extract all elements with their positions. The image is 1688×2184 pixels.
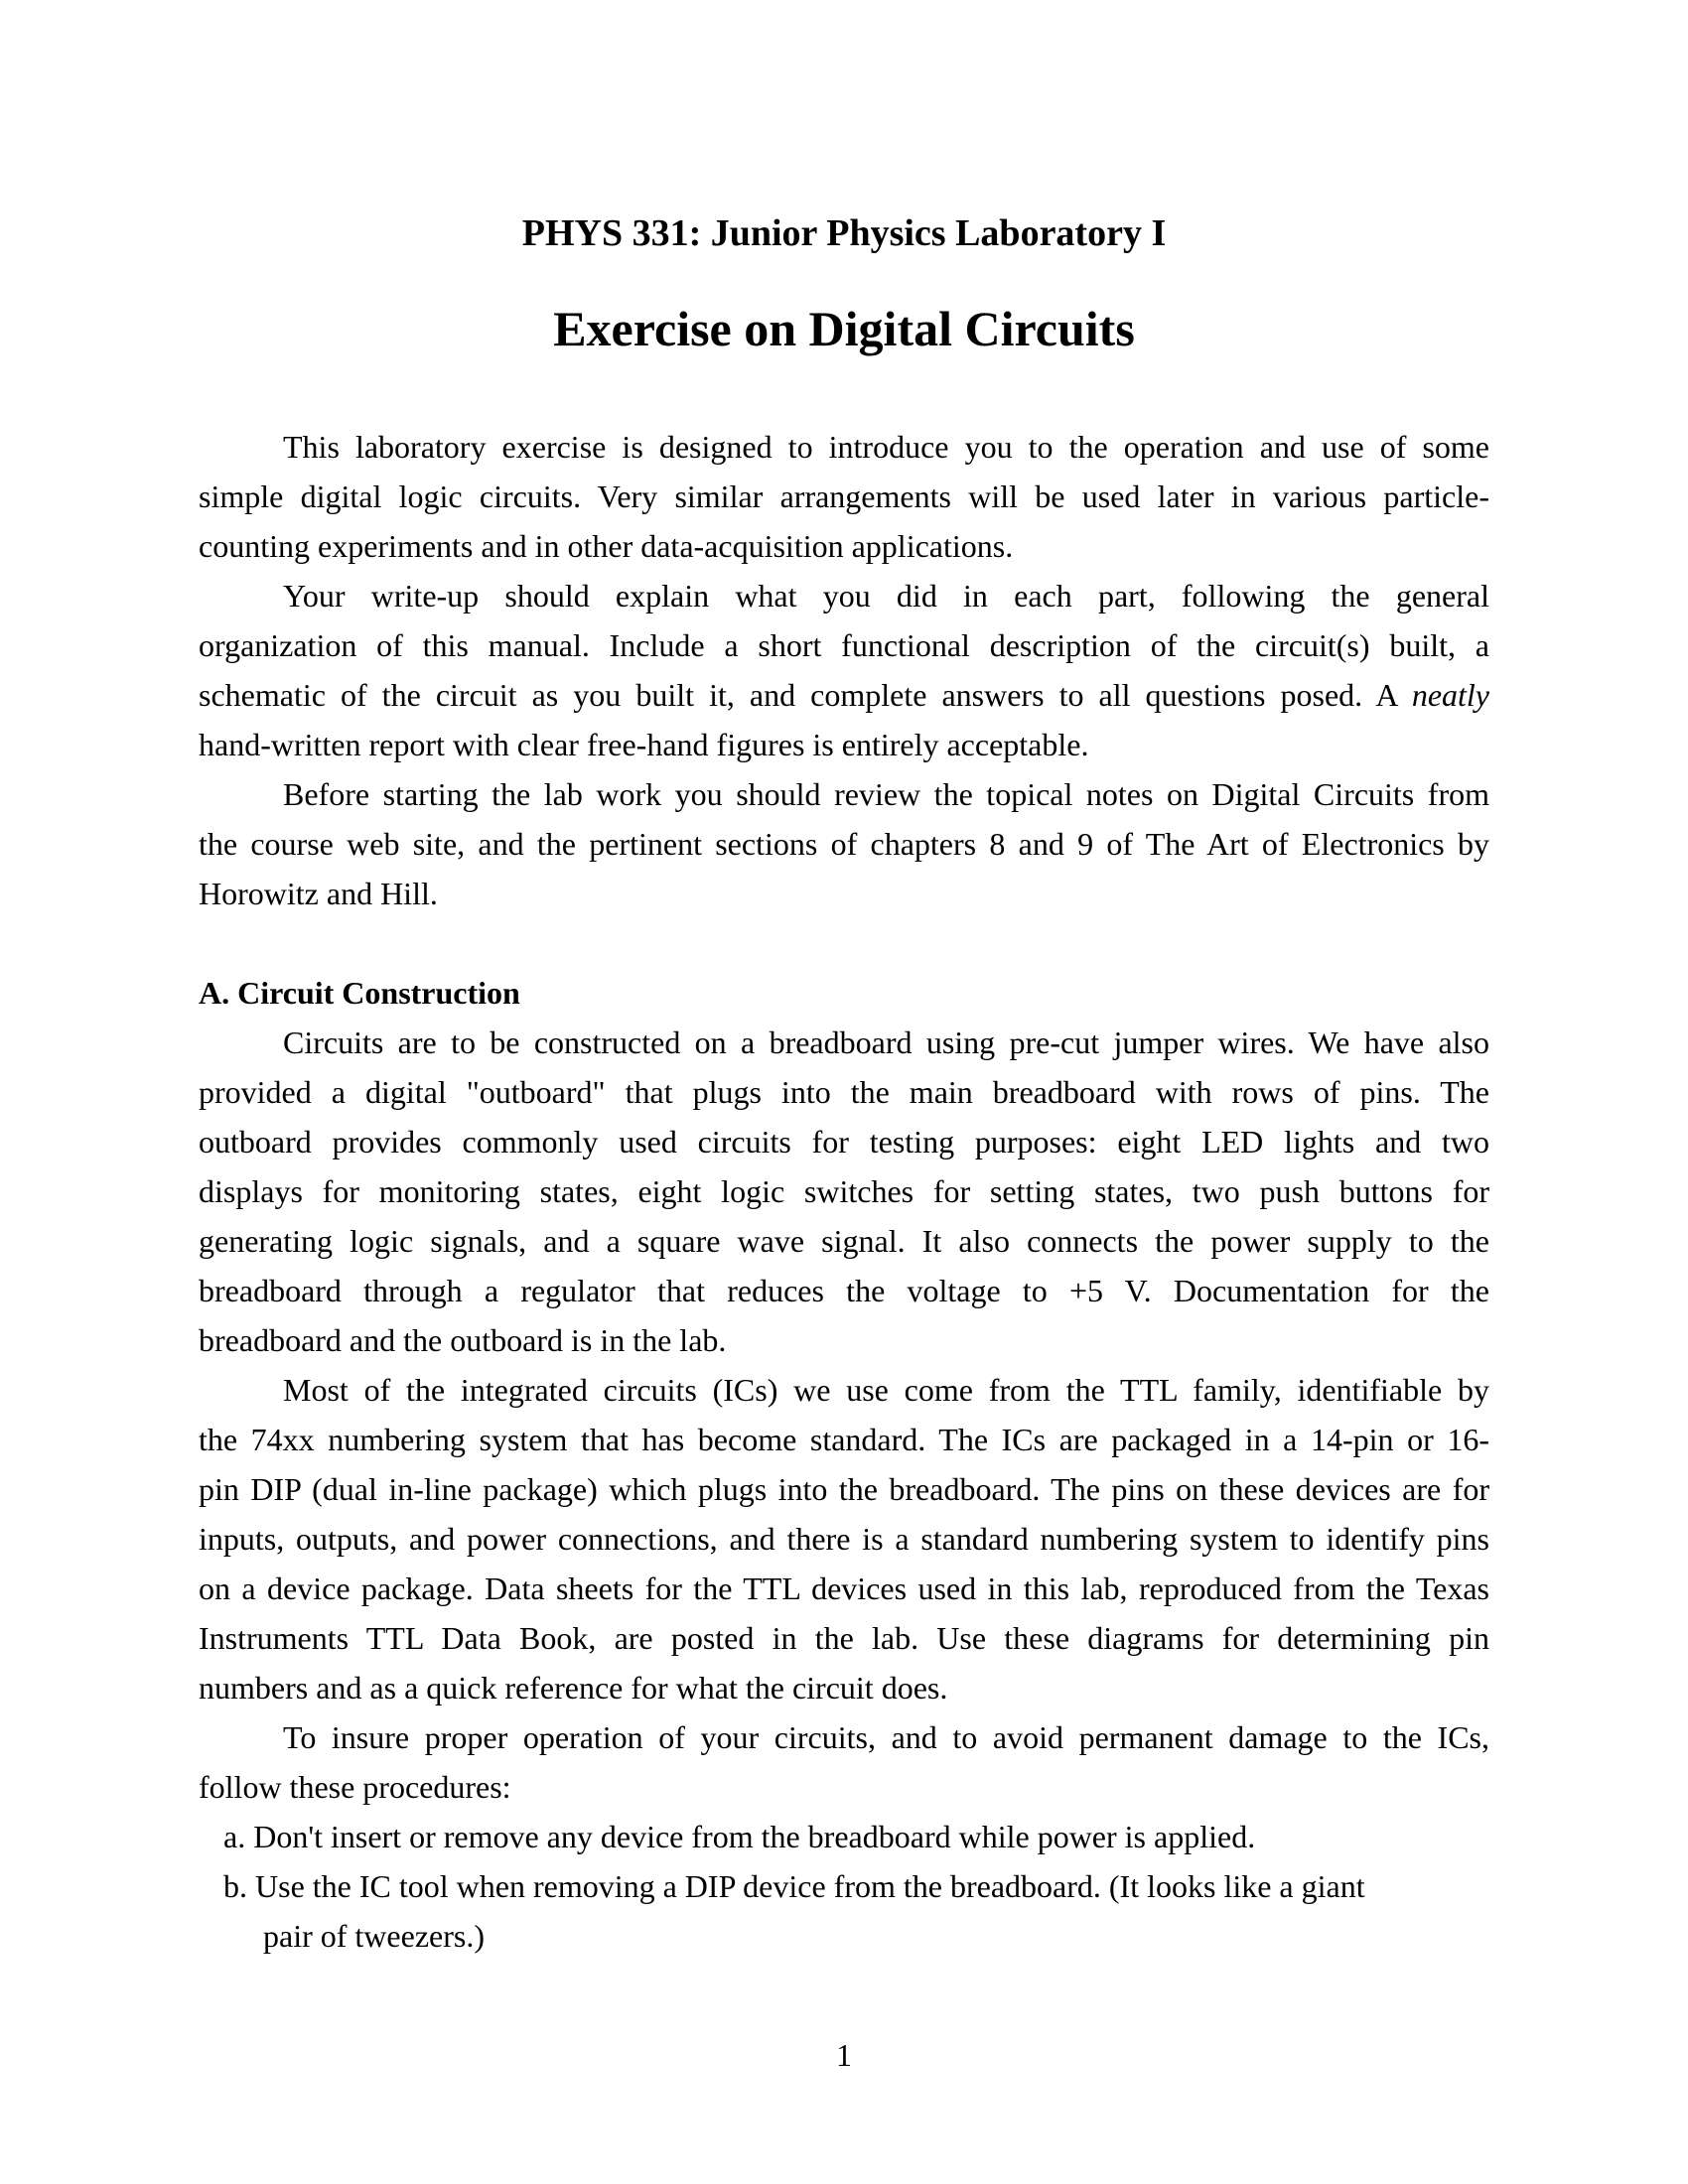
text-line: Circuits are to be constructed on a breadboard using pre-cut jumper wires. We have also xyxy=(283,1024,1489,1060)
text-line: schematic of the circuit as you built it, and complete answers to all questions posed. A neatly xyxy=(199,677,1489,713)
section-a-paragraph-3 xyxy=(199,1712,1489,1812)
text-line: a. Don't insert or remove any device from the breadboard while power is applied. xyxy=(223,1819,1256,1854)
blank-line xyxy=(199,918,1489,968)
course-title: PHYS 331: Junior Physics Laboratory I xyxy=(521,212,1167,254)
text-line: the course web site, and the pertinent sections of chapters 8 and 9 of The Art of Electronics by xyxy=(199,826,1489,862)
text-line: pin DIP (dual in-line package) which plugs into the breadboard. The pins on these devices are for xyxy=(199,1471,1489,1507)
text-line: breadboard through a regulator that reduces the voltage to +5 V. Documentation for the xyxy=(199,1273,1489,1308)
text-line: pair of tweezers.) xyxy=(263,1918,485,1954)
text-line: outboard provides commonly used circuits for testing purposes: eight LED lights and two xyxy=(199,1124,1489,1160)
text-line: displays for monitoring states, eight logic switches for setting states, two push buttons for xyxy=(199,1173,1489,1209)
text-line: follow these procedures: xyxy=(199,1769,511,1805)
text-line: Before starting the lab work you should review the topical notes on Digital Circuits from xyxy=(283,776,1489,812)
intro-paragraph-1 xyxy=(199,422,1489,571)
text-line: the 74xx numbering system that has become standard. The ICs are packaged in a 14-pin or 16- xyxy=(199,1422,1489,1457)
intro-paragraph-2 xyxy=(199,571,1489,769)
text-line: generating logic signals, and a square wave signal. It also connects the power supply to the xyxy=(199,1223,1489,1259)
section-a-paragraph-2 xyxy=(199,1365,1489,1712)
text-line: provided a digital "outboard" that plugs into the main breadboard with rows of pins. The xyxy=(199,1074,1489,1110)
document-body xyxy=(199,422,1489,1961)
text-line: Horowitz and Hill. xyxy=(199,876,438,911)
text-line: inputs, outputs, and power connections, and there is a standard numbering system to identify pins xyxy=(199,1521,1489,1557)
page-number: 1 xyxy=(836,2037,852,2073)
procedure-item-b xyxy=(199,1861,1489,1961)
text-line: breadboard and the outboard is in the lab. xyxy=(199,1322,727,1358)
section-a-heading: A. Circuit Construction xyxy=(199,975,520,1011)
procedure-item-a xyxy=(199,1812,1489,1861)
text-line: organization of this manual. Include a short functional description of the circuit(s) built, a xyxy=(199,627,1489,663)
text-line: on a device package. Data sheets for the TTL devices used in this lab, reproduced from the Texas xyxy=(199,1570,1489,1606)
text-line: counting experiments and in other data-acquisition applications. xyxy=(199,528,1014,564)
text-line: simple digital logic circuits. Very similar arrangements will be used later in various particle- xyxy=(199,478,1489,514)
text-line: Instruments TTL Data Book, are posted in the lab. Use these diagrams for determining pin xyxy=(199,1620,1489,1656)
text-line: Your write-up should explain what you did in each part, following the general xyxy=(283,578,1489,614)
procedures-list xyxy=(199,1812,1489,1961)
text-line: hand-written report with clear free-hand figures is entirely acceptable. xyxy=(199,727,1089,762)
emphasized-text: neatly xyxy=(1411,677,1489,713)
text-line: To insure proper operation of your circuits, and to avoid permanent damage to the ICs, xyxy=(283,1719,1489,1755)
text-line: numbers and as a quick reference for what the circuit does. xyxy=(199,1670,948,1706)
section-a-paragraph-1 xyxy=(199,1018,1489,1365)
text-line: b. Use the IC tool when removing a DIP device from the breadboard. (It looks like a giant xyxy=(223,1868,1365,1904)
intro-paragraph-3 xyxy=(199,769,1489,918)
text-line: This laboratory exercise is designed to introduce you to the operation and use of some xyxy=(283,429,1489,465)
document-title: Exercise on Digital Circuits xyxy=(553,301,1135,356)
text-line: Most of the integrated circuits (ICs) we use come from the TTL family, identifiable by xyxy=(283,1372,1489,1408)
